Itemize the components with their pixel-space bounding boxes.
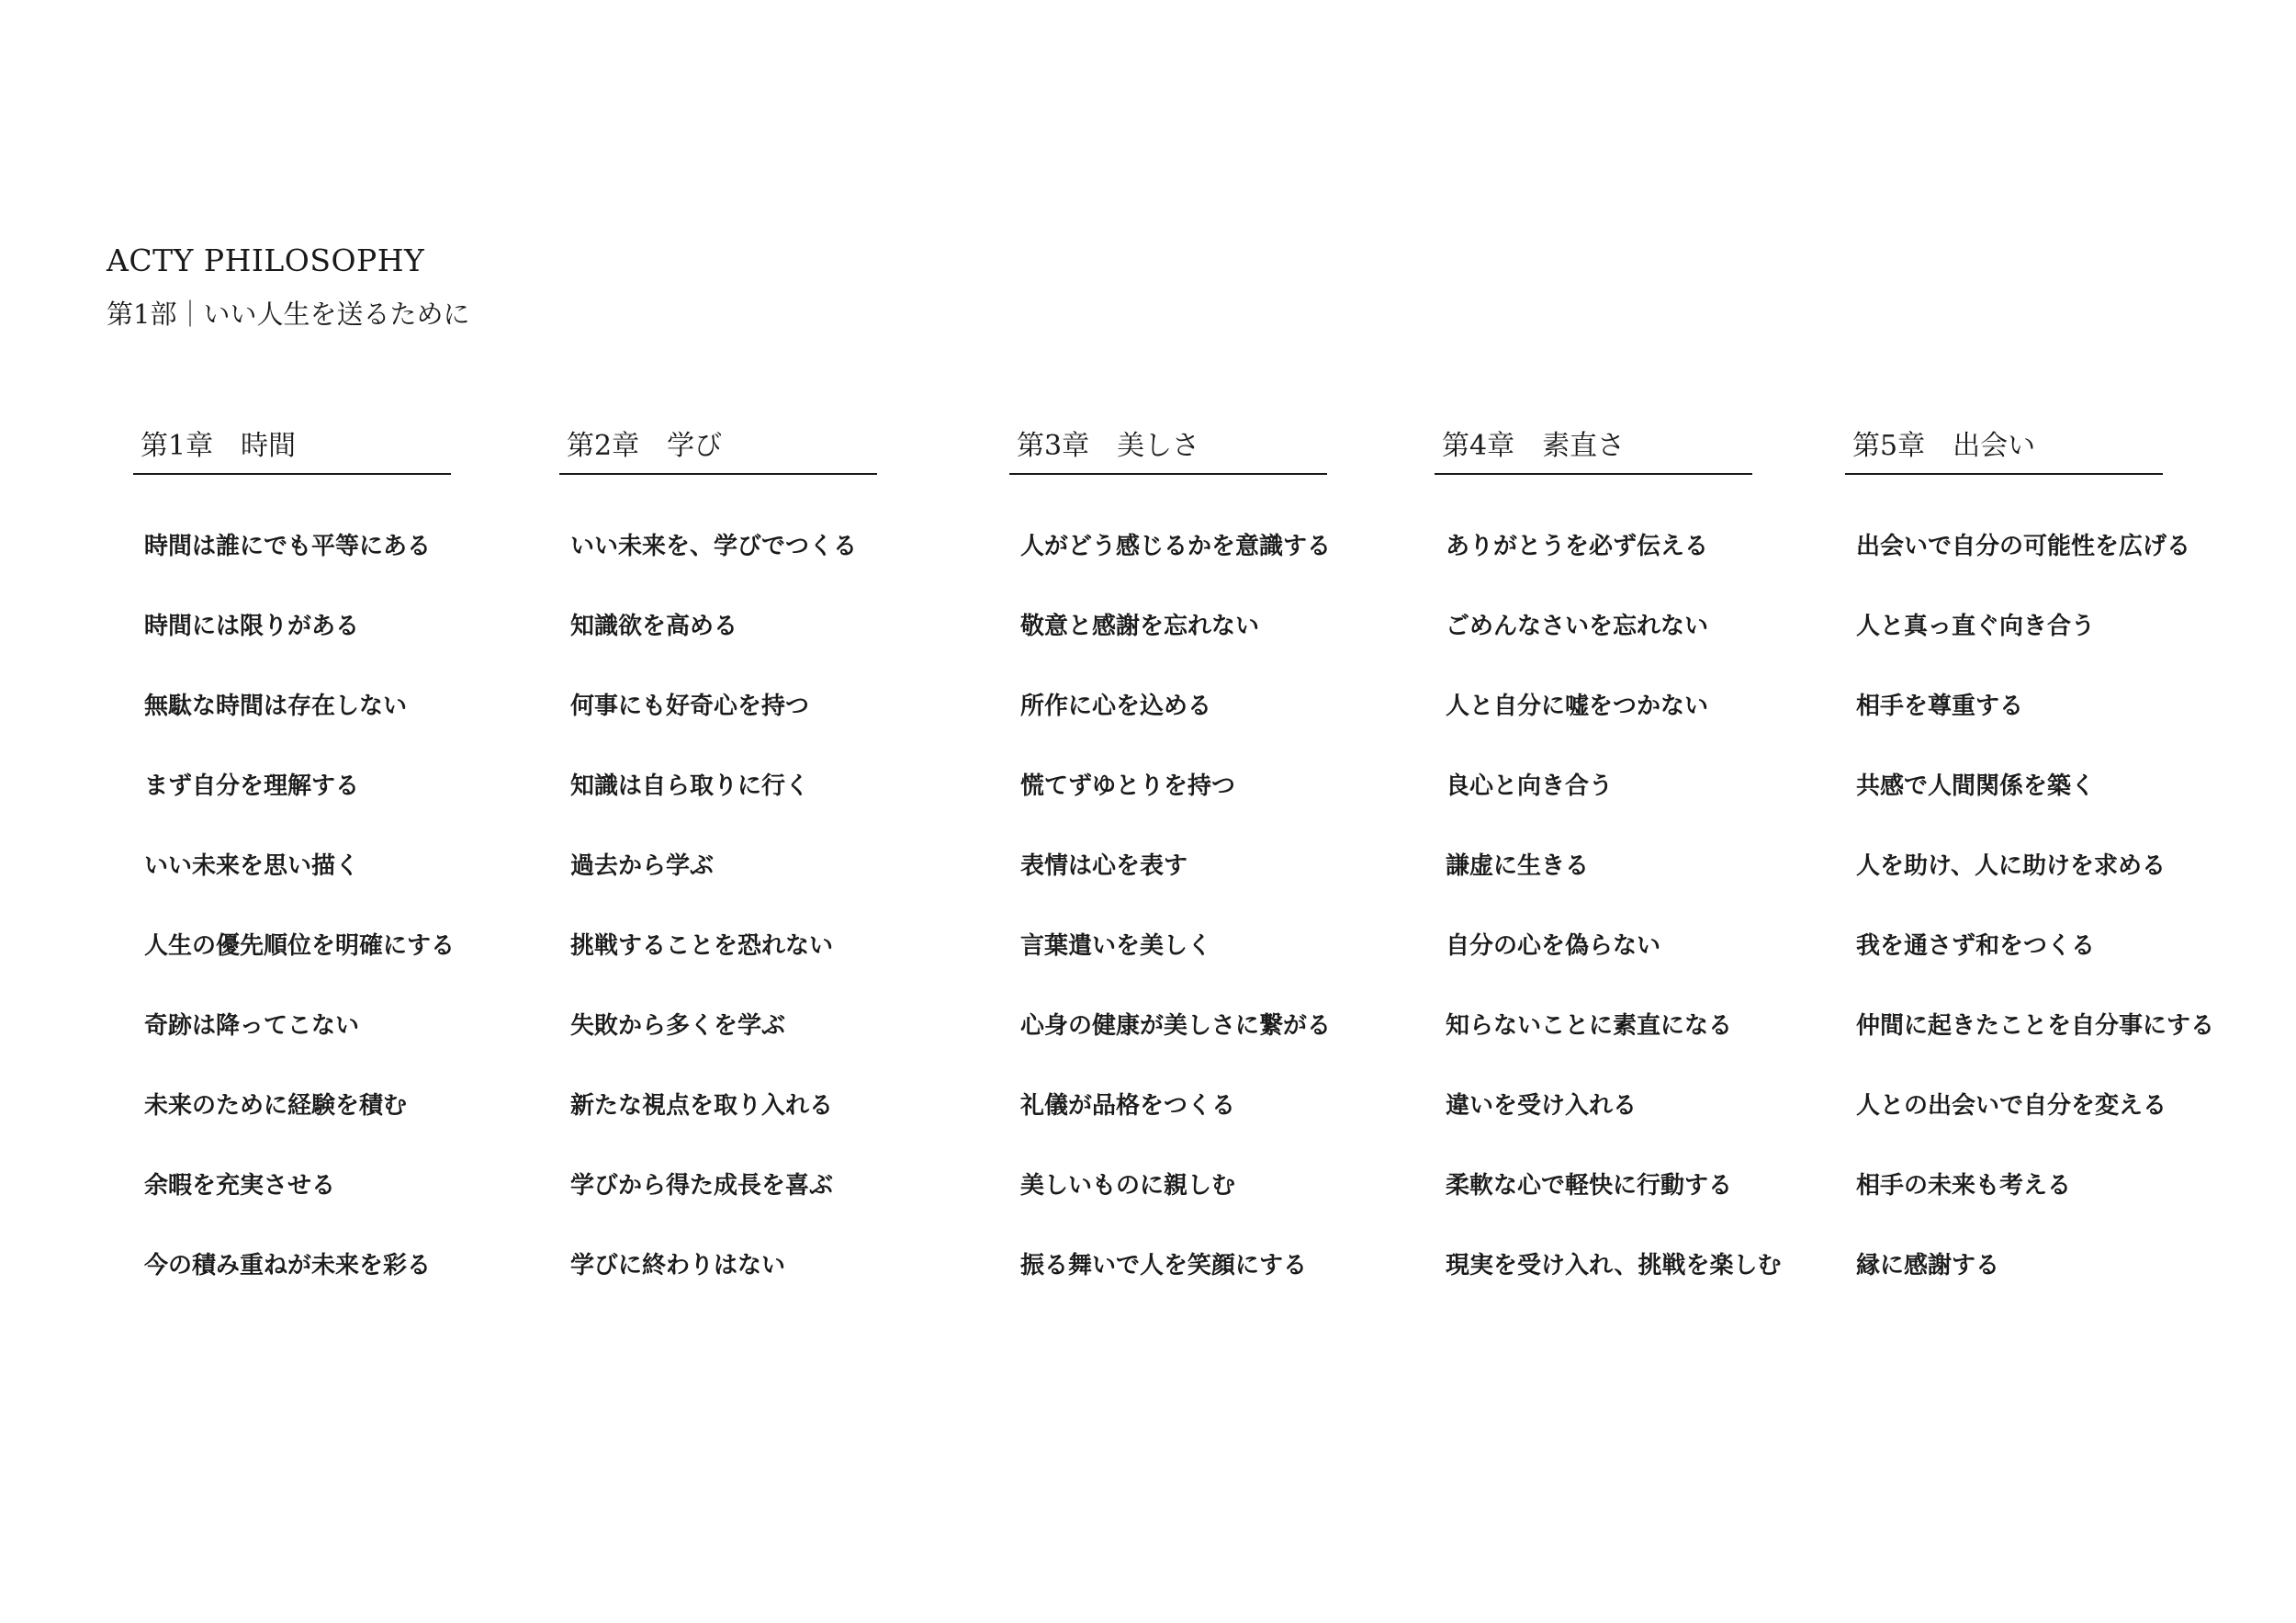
principle-item: 人生の優先順位を明確にする: [144, 932, 456, 960]
principle-item: 共感で人間関係を築く: [1856, 772, 2096, 800]
principle-item: 学びに終わりはない: [570, 1252, 786, 1279]
principle-list: [144, 530, 455, 1329]
principle-item: 仲間に起きたことを自分事にする: [1856, 1012, 2215, 1040]
chapter-heading: [1845, 427, 2163, 475]
document-subtitle: 第1部｜いい人生を送るために: [107, 299, 470, 330]
chapter-number: 第1章: [141, 430, 214, 462]
principle-list: [1856, 530, 2214, 1329]
principle-item: 知識欲を高める: [570, 613, 738, 640]
principle-item: 時間は誰にでも平等にある: [144, 533, 432, 560]
chapter-5-column: [1845, 427, 2215, 1279]
principle-item: ごめんなさいを忘れない: [1446, 613, 1709, 640]
principle-item: 挑戦することを恐れない: [570, 932, 834, 960]
principle-item: 振る舞いで人を笑顔にする: [1020, 1252, 1308, 1279]
principle-item: 学びから得た成長を喜ぶ: [570, 1172, 834, 1200]
chapter-heading: [559, 427, 877, 475]
principle-item: 過去から学ぶ: [570, 852, 715, 880]
chapter-name: 美しさ: [1117, 430, 1200, 462]
principle-item: 知らないことに素直になる: [1446, 1012, 1733, 1040]
chapter-heading: [1009, 427, 1327, 475]
chapter-number: 第2章: [567, 430, 640, 462]
principle-item: 縁に感謝する: [1856, 1252, 2000, 1279]
principle-item: 相手を尊重する: [1856, 693, 2024, 720]
principle-item: 今の積み重ねが未来を彩る: [144, 1252, 432, 1279]
chapter-heading: [1435, 427, 1752, 475]
principle-item: 人との出会いで自分を変える: [1856, 1092, 2167, 1120]
principle-item: いい未来を、学びでつくる: [570, 533, 858, 560]
chapter-name: 学び: [667, 430, 723, 462]
chapter-number: 第3章: [1017, 430, 1090, 462]
principle-item: 敬意と感謝を忘れない: [1020, 613, 1260, 640]
principle-item: 所作に心を込める: [1020, 693, 1212, 720]
principle-item: 相手の未来も考える: [1856, 1172, 2072, 1200]
chapter-name: 素直さ: [1542, 430, 1626, 462]
principle-list: [570, 530, 857, 1329]
document-title: ACTY PHILOSOPHY: [107, 242, 425, 278]
chapter-4-column: [1435, 427, 1782, 1279]
principle-item: 失敗から多くを学ぶ: [570, 1012, 786, 1040]
principle-item: 柔軟な心で軽快に行動する: [1446, 1172, 1733, 1200]
principle-item: まず自分を理解する: [144, 772, 360, 800]
principle-item: 我を通さず和をつくる: [1856, 932, 2096, 960]
principle-item: 心身の健康が美しさに繋がる: [1020, 1012, 1332, 1040]
principle-item: 人と真っ直ぐ向き合う: [1856, 613, 2096, 640]
principle-item: 自分の心を偽らない: [1446, 932, 1661, 960]
principle-item: 現実を受け入れ、挑戦を楽しむ: [1446, 1252, 1782, 1279]
chapter-2-column: [559, 427, 877, 1279]
chapter-number: 第4章: [1442, 430, 1515, 462]
principle-item: 無駄な時間は存在しない: [144, 693, 408, 720]
principle-item: いい未来を思い描く: [144, 852, 360, 880]
principle-item: 違いを受け入れる: [1446, 1092, 1638, 1120]
principle-item: ありがとうを必ず伝える: [1446, 533, 1709, 560]
principle-item: 未来のために経験を積む: [144, 1092, 408, 1120]
principle-item: 時間には限りがある: [144, 613, 360, 640]
principle-item: 何事にも好奇心を持つ: [570, 693, 810, 720]
principle-item: 言葉遣いを美しく: [1020, 932, 1212, 960]
principle-item: 余暇を充実させる: [144, 1172, 336, 1200]
principle-item: 礼儀が品格をつくる: [1020, 1092, 1236, 1120]
chapter-number: 第5章: [1852, 430, 1926, 462]
principle-item: 人と自分に嘘をつかない: [1446, 693, 1709, 720]
principle-item: 良心と向き合う: [1446, 772, 1614, 800]
principle-item: 表情は心を表す: [1020, 852, 1188, 880]
chapter-name: 出会い: [1953, 430, 2036, 462]
principle-item: 奇跡は降ってこない: [144, 1012, 360, 1040]
principle-list: [1020, 530, 1331, 1329]
principle-item: 知識は自ら取りに行く: [570, 772, 810, 800]
chapter-3-column: [1009, 427, 1332, 1279]
chapter-1-column: [133, 427, 456, 1279]
principle-list: [1446, 530, 1782, 1329]
principle-item: 謙虚に生きる: [1446, 852, 1590, 880]
principle-item: 美しいものに親しむ: [1020, 1172, 1236, 1200]
chapter-heading: [133, 427, 451, 475]
chapter-name: 時間: [241, 430, 297, 462]
principle-item: 人を助け、人に助けを求める: [1856, 852, 2166, 880]
principle-item: 人がどう感じるかを意識する: [1020, 533, 1332, 560]
principle-item: 慌てずゆとりを持つ: [1020, 772, 1236, 800]
principle-item: 出会いで自分の可能性を広げる: [1856, 533, 2191, 560]
principle-item: 新たな視点を取り入れる: [570, 1092, 834, 1120]
